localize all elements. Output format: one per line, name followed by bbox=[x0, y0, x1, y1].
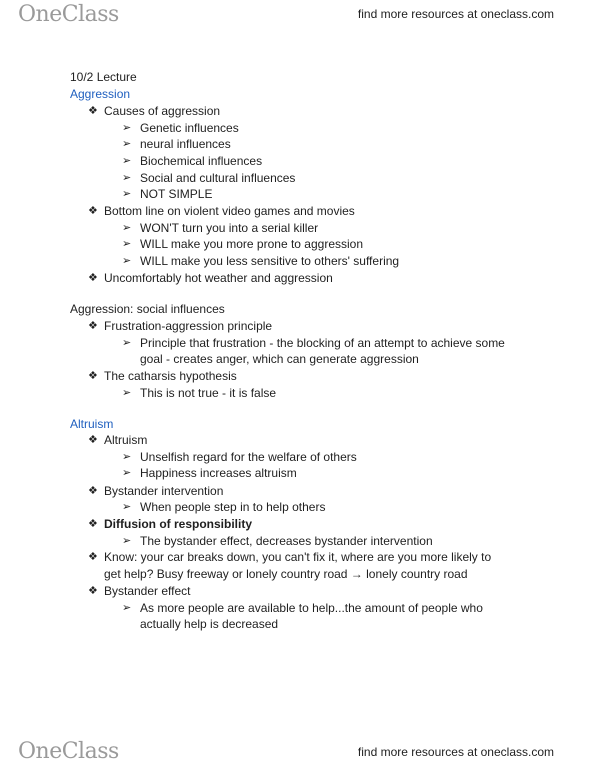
lecture-title: 10/2 Lecture bbox=[70, 70, 137, 84]
sub-bullet-item: Biochemical influences bbox=[140, 154, 263, 168]
sub-bullet-item: As more people are available to help...the amount of people who bbox=[140, 601, 483, 615]
diamond-bullet-icon: ❖ bbox=[88, 585, 98, 597]
bullet-item: Altruism bbox=[104, 433, 148, 447]
bullet-continuation: get help? Busy freeway or lonely country road → lonely country road bbox=[104, 567, 468, 581]
arrow-bullet-icon: ➢ bbox=[122, 155, 132, 167]
bullet-item-bold: Diffusion of responsibility bbox=[104, 517, 253, 531]
find-resources-link-footer[interactable]: find more resources at oneclass.com bbox=[357, 745, 554, 759]
diamond-bullet-icon: ❖ bbox=[88, 320, 98, 332]
arrow-bullet-icon: ➢ bbox=[122, 122, 132, 134]
arrow-bullet-icon: ➢ bbox=[122, 172, 132, 184]
sub-bullet-item: neural influences bbox=[140, 137, 231, 151]
oneclass-logo-footer[interactable]: OneClass bbox=[18, 739, 119, 764]
bullet-item: Bottom line on violent video games and movies bbox=[104, 204, 355, 218]
diamond-bullet-icon: ❖ bbox=[88, 485, 98, 497]
bullet-item: Know: your car breaks down, you can't fix it, where are you more likely to bbox=[104, 550, 492, 564]
diamond-bullet-icon: ❖ bbox=[88, 518, 98, 530]
sub-bullet-continuation: goal - creates anger, which can generate aggression bbox=[140, 352, 419, 366]
sub-bullet-item: WILL make you more prone to aggression bbox=[140, 237, 364, 251]
arrow-bullet-icon: ➢ bbox=[122, 238, 132, 250]
sub-bullet-item: NOT SIMPLE bbox=[140, 187, 213, 201]
diamond-bullet-icon: ❖ bbox=[88, 434, 98, 446]
diamond-bullet-icon: ❖ bbox=[88, 205, 98, 217]
diamond-bullet-icon: ❖ bbox=[88, 551, 98, 563]
sub-bullet-item: Genetic influences bbox=[140, 121, 239, 135]
arrow-bullet-icon: ➢ bbox=[122, 602, 132, 614]
bullet-item: Frustration-aggression principle bbox=[104, 319, 273, 333]
oneclass-logo[interactable]: OneClass bbox=[18, 2, 119, 27]
bullet-item: Bystander effect bbox=[104, 584, 191, 598]
sub-bullet-item: WILL make you less sensitive to others' suffering bbox=[140, 254, 400, 268]
sub-bullet-item: Principle that frustration - the blocking of an attempt to achieve some bbox=[140, 336, 505, 350]
sub-bullet-item: Happiness increases altruism bbox=[140, 466, 297, 480]
bullet-item: Causes of aggression bbox=[104, 104, 221, 118]
arrow-bullet-icon: ➢ bbox=[122, 222, 132, 234]
arrow-bullet-icon: ➢ bbox=[122, 467, 132, 479]
sub-bullet-item: The bystander effect, decreases bystander intervention bbox=[140, 534, 433, 548]
arrow-bullet-icon: ➢ bbox=[122, 535, 132, 547]
bullet-item: Bystander intervention bbox=[104, 484, 224, 498]
arrow-bullet-icon: ➢ bbox=[122, 188, 132, 200]
arrow-bullet-icon: ➢ bbox=[122, 387, 132, 399]
diamond-bullet-icon: ❖ bbox=[88, 105, 98, 117]
section-heading-altruism: Altruism bbox=[70, 417, 114, 431]
bullet-item: Uncomfortably hot weather and aggression bbox=[104, 271, 333, 285]
section-heading-aggression: Aggression bbox=[70, 87, 131, 101]
sub-bullet-item: Unselfish regard for the welfare of others bbox=[140, 450, 357, 464]
sub-bullet-item: WON'T turn you into a serial killer bbox=[140, 221, 319, 235]
arrow-bullet-icon: ➢ bbox=[122, 451, 132, 463]
sub-bullet-item: When people step in to help others bbox=[140, 500, 326, 514]
arrow-bullet-icon: ➢ bbox=[122, 501, 132, 513]
sub-bullet-item: Social and cultural influences bbox=[140, 171, 296, 185]
bullet-item: The catharsis hypothesis bbox=[104, 369, 237, 383]
diamond-bullet-icon: ❖ bbox=[88, 272, 98, 284]
sub-bullet-item: This is not true - it is false bbox=[140, 386, 277, 400]
find-resources-link[interactable]: find more resources at oneclass.com bbox=[357, 7, 554, 21]
arrow-bullet-icon: ➢ bbox=[122, 337, 132, 349]
arrow-bullet-icon: ➢ bbox=[122, 255, 132, 267]
arrow-bullet-icon: ➢ bbox=[122, 138, 132, 150]
section-heading-social-influences: Aggression: social influences bbox=[70, 302, 225, 316]
sub-bullet-continuation: actually help is decreased bbox=[140, 617, 279, 631]
diamond-bullet-icon: ❖ bbox=[88, 370, 98, 382]
